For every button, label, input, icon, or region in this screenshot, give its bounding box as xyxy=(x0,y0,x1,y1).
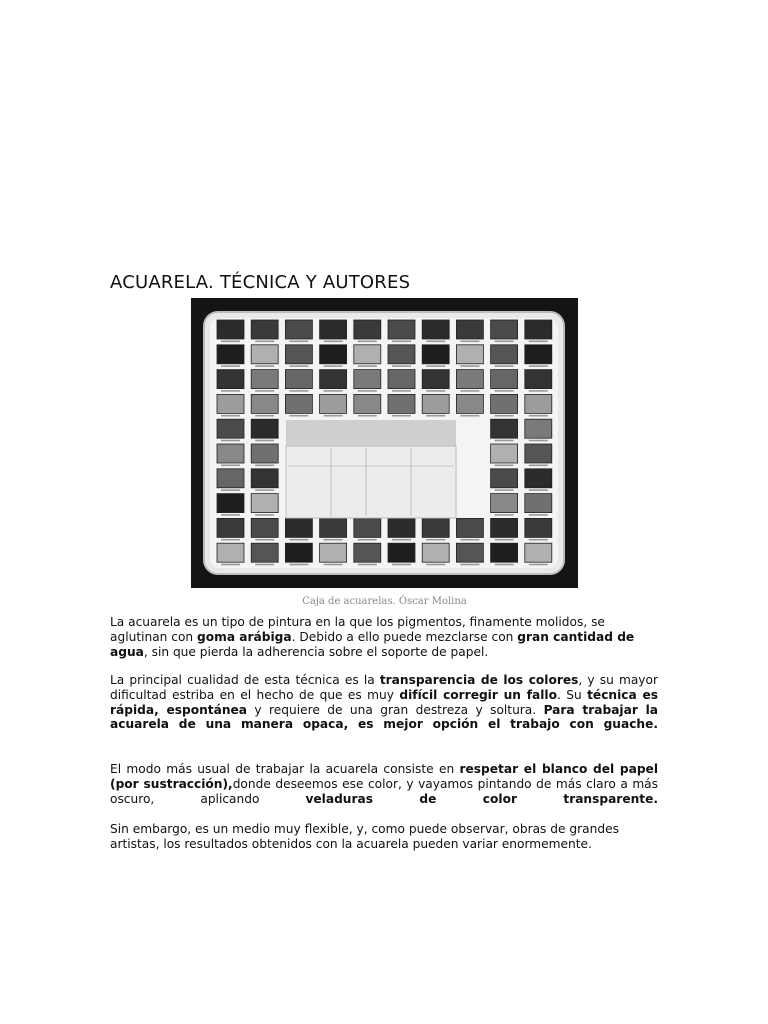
pan-label-mark xyxy=(426,415,445,417)
p2-bold-3: técnica es rápida, espontánea xyxy=(110,687,659,717)
paint-pan xyxy=(525,345,552,364)
pan-label-mark xyxy=(358,539,377,541)
pan-label-mark xyxy=(460,415,479,417)
paint-pan xyxy=(320,543,347,562)
p3-bold-2: veladuras de color transparente. xyxy=(305,791,658,806)
pan-label-mark xyxy=(221,514,240,516)
paint-pan xyxy=(251,370,278,389)
pan-label-mark xyxy=(289,539,308,541)
pan-label-mark xyxy=(358,365,377,367)
pan-label-mark xyxy=(495,539,514,541)
paint-pan xyxy=(456,394,483,413)
pan-label-mark xyxy=(221,415,240,417)
p2-text-3: . Su xyxy=(557,687,588,702)
pan-label-mark xyxy=(495,415,514,417)
pan-label-mark xyxy=(289,415,308,417)
pan-label-mark xyxy=(289,564,308,566)
paint-pan xyxy=(525,543,552,562)
paint-pan xyxy=(525,518,552,537)
pan-label-mark xyxy=(495,564,514,566)
pan-label-mark xyxy=(529,514,548,516)
paint-pan xyxy=(217,444,244,463)
paint-pan xyxy=(491,370,518,389)
pan-label-mark xyxy=(255,390,274,392)
pan-label-mark xyxy=(221,539,240,541)
pan-label-mark xyxy=(426,390,445,392)
paint-pan xyxy=(388,370,415,389)
paint-pan xyxy=(388,543,415,562)
paint-pan xyxy=(491,394,518,413)
pan-label-mark xyxy=(221,440,240,442)
paint-pan xyxy=(217,543,244,562)
p2-bold-4: Para trabajar la acuarela de una manera opaca, es mejor opción el trabajo con guache. xyxy=(110,702,659,732)
p1-text-2: . Debido a ello puede mezclarse con xyxy=(291,629,518,644)
pan-label-mark xyxy=(426,341,445,343)
pan-label-mark xyxy=(392,390,411,392)
paint-pan xyxy=(217,469,244,488)
pan-label-mark xyxy=(255,489,274,491)
paint-pan xyxy=(354,320,381,339)
paint-pan xyxy=(491,444,518,463)
pan-label-mark xyxy=(358,341,377,343)
pan-label-mark xyxy=(255,564,274,566)
paint-pan xyxy=(320,394,347,413)
paint-pan xyxy=(354,543,381,562)
paint-pan xyxy=(422,370,449,389)
pan-label-mark xyxy=(392,539,411,541)
paint-pan xyxy=(251,543,278,562)
paint-pan xyxy=(285,518,312,537)
pan-label-mark xyxy=(255,365,274,367)
pan-label-mark xyxy=(289,365,308,367)
pan-label-mark xyxy=(529,489,548,491)
pan-label-mark xyxy=(255,440,274,442)
pan-label-mark xyxy=(358,390,377,392)
p3-bold-1: respetar el blanco del papel (por sustracción), xyxy=(110,762,659,791)
paint-pan xyxy=(456,345,483,364)
paint-pan xyxy=(491,419,518,438)
pan-label-mark xyxy=(495,440,514,442)
pan-label-mark xyxy=(221,365,240,367)
paint-pan xyxy=(251,320,278,339)
pan-label-mark xyxy=(221,564,240,566)
pan-label-mark xyxy=(324,341,343,343)
pan-label-mark xyxy=(324,564,343,566)
paint-pan xyxy=(251,444,278,463)
paint-pan xyxy=(525,419,552,438)
pan-label-mark xyxy=(255,539,274,541)
paint-pan xyxy=(251,518,278,537)
paragraph-1 xyxy=(110,615,658,659)
paint-pan xyxy=(354,394,381,413)
paint-pan xyxy=(388,518,415,537)
pan-label-mark xyxy=(529,390,548,392)
paint-pan xyxy=(217,345,244,364)
pan-label-mark xyxy=(529,415,548,417)
paragraph-4 xyxy=(110,822,658,852)
paint-pan xyxy=(251,419,278,438)
pan-label-mark xyxy=(221,390,240,392)
paint-pan xyxy=(456,518,483,537)
p4-text-1: Sin embargo, es un medio muy flexible, y, como puede observar, obras de grandes artistas, los resultados obtenidos con la acuarela pueden variar enormemente. xyxy=(110,822,619,851)
paint-pan xyxy=(388,394,415,413)
p1-bold-1: goma arábiga xyxy=(197,629,292,644)
paragraph-2 xyxy=(110,673,658,732)
paint-pan xyxy=(422,320,449,339)
pan-label-mark xyxy=(392,564,411,566)
paint-pan xyxy=(491,345,518,364)
pan-label-mark xyxy=(324,390,343,392)
mixing-well xyxy=(286,420,456,518)
p2-bold-2: difícil corregir un fallo xyxy=(399,687,557,702)
pan-label-mark xyxy=(221,341,240,343)
pan-label-mark xyxy=(255,341,274,343)
paint-pan xyxy=(320,345,347,364)
paint-pan xyxy=(525,494,552,513)
pan-label-mark xyxy=(460,341,479,343)
paint-pan xyxy=(251,469,278,488)
pan-label-mark xyxy=(324,365,343,367)
paint-pan xyxy=(217,518,244,537)
pan-label-mark xyxy=(460,564,479,566)
pan-label-mark xyxy=(392,415,411,417)
pan-label-mark xyxy=(426,564,445,566)
paint-pan xyxy=(525,370,552,389)
page-title: ACUARELA. TÉCNICA Y AUTORES xyxy=(110,272,411,293)
pan-label-mark xyxy=(460,365,479,367)
p2-text-4: y requiere de una gran destreza y soltura. xyxy=(247,702,544,717)
pan-label-mark xyxy=(495,365,514,367)
p2-text-2: , y su mayor dificultad estriba en el hecho de que es muy xyxy=(110,673,658,702)
pan-label-mark xyxy=(255,514,274,516)
paint-pan xyxy=(285,370,312,389)
paint-pan xyxy=(491,320,518,339)
paint-pan xyxy=(456,543,483,562)
pan-label-mark xyxy=(392,365,411,367)
paint-pan xyxy=(320,518,347,537)
pan-label-mark xyxy=(495,341,514,343)
pan-label-mark xyxy=(495,465,514,467)
pan-label-mark xyxy=(460,390,479,392)
paint-pan xyxy=(354,518,381,537)
pan-label-mark xyxy=(495,489,514,491)
paint-pan xyxy=(525,469,552,488)
pan-label-mark xyxy=(460,539,479,541)
pan-label-mark xyxy=(392,341,411,343)
paint-pan xyxy=(525,320,552,339)
paint-pan xyxy=(388,320,415,339)
paint-pan xyxy=(320,320,347,339)
pan-label-mark xyxy=(324,415,343,417)
p1-text-3: , sin que pierda la adherencia sobre el soporte de papel. xyxy=(143,644,489,659)
p1-text-1: La acuarela es un tipo de pintura en la que los pigmentos, finamente molidos, se aglutinan con xyxy=(110,615,605,644)
paint-pan xyxy=(217,494,244,513)
paint-pan xyxy=(285,320,312,339)
paint-pan xyxy=(388,345,415,364)
paint-pan xyxy=(525,394,552,413)
paint-pan xyxy=(251,394,278,413)
paint-pan xyxy=(422,518,449,537)
paint-pan xyxy=(491,543,518,562)
paint-pan xyxy=(354,370,381,389)
paragraph-3 xyxy=(110,762,658,806)
pan-label-mark xyxy=(221,489,240,491)
paint-pan xyxy=(422,394,449,413)
pan-label-mark xyxy=(324,539,343,541)
p1-bold-2: gran cantidad de agua xyxy=(110,629,635,659)
paint-pan xyxy=(456,370,483,389)
paint-pan xyxy=(217,370,244,389)
pan-label-mark xyxy=(255,465,274,467)
pan-label-mark xyxy=(529,341,548,343)
p3-text-1: El modo más usual de trabajar la acuarela consiste en xyxy=(110,762,460,776)
pan-label-mark xyxy=(529,564,548,566)
paint-pan xyxy=(491,518,518,537)
pan-label-mark xyxy=(426,365,445,367)
pan-label-mark xyxy=(358,564,377,566)
paint-pan xyxy=(491,469,518,488)
paint-pan xyxy=(251,494,278,513)
paint-pan xyxy=(422,345,449,364)
paint-pan xyxy=(285,345,312,364)
paint-pan xyxy=(525,444,552,463)
paint-pan xyxy=(251,345,278,364)
pan-label-mark xyxy=(529,465,548,467)
paint-pan xyxy=(422,543,449,562)
paint-pan xyxy=(320,370,347,389)
pan-label-mark xyxy=(289,390,308,392)
paint-pan xyxy=(354,345,381,364)
p2-text-1: La principal cualidad de esta técnica es la xyxy=(110,673,380,687)
pan-label-mark xyxy=(221,465,240,467)
pan-label-mark xyxy=(289,341,308,343)
pan-label-mark xyxy=(358,415,377,417)
p2-bold-1: transparencia de los colores xyxy=(379,673,579,687)
p3-text-2: donde deseemos ese color, y vayamos pintando de más claro a más oscuro, aplicando xyxy=(110,776,659,806)
pan-label-mark xyxy=(255,415,274,417)
pan-label-mark xyxy=(426,539,445,541)
paint-pan xyxy=(456,320,483,339)
paint-pan xyxy=(217,394,244,413)
paint-pan xyxy=(285,394,312,413)
paint-pan xyxy=(491,494,518,513)
pan-label-mark xyxy=(529,365,548,367)
watercolor-box-photo xyxy=(191,298,578,588)
pan-label-mark xyxy=(529,539,548,541)
paint-pan xyxy=(217,320,244,339)
watercolor-palette-image xyxy=(191,298,578,588)
paint-pan xyxy=(285,543,312,562)
pan-label-mark xyxy=(495,390,514,392)
figure-caption: Caja de acuarelas. Óscar Molina xyxy=(302,596,467,607)
pan-label-mark xyxy=(529,440,548,442)
pan-label-mark xyxy=(495,514,514,516)
paint-pan xyxy=(217,419,244,438)
